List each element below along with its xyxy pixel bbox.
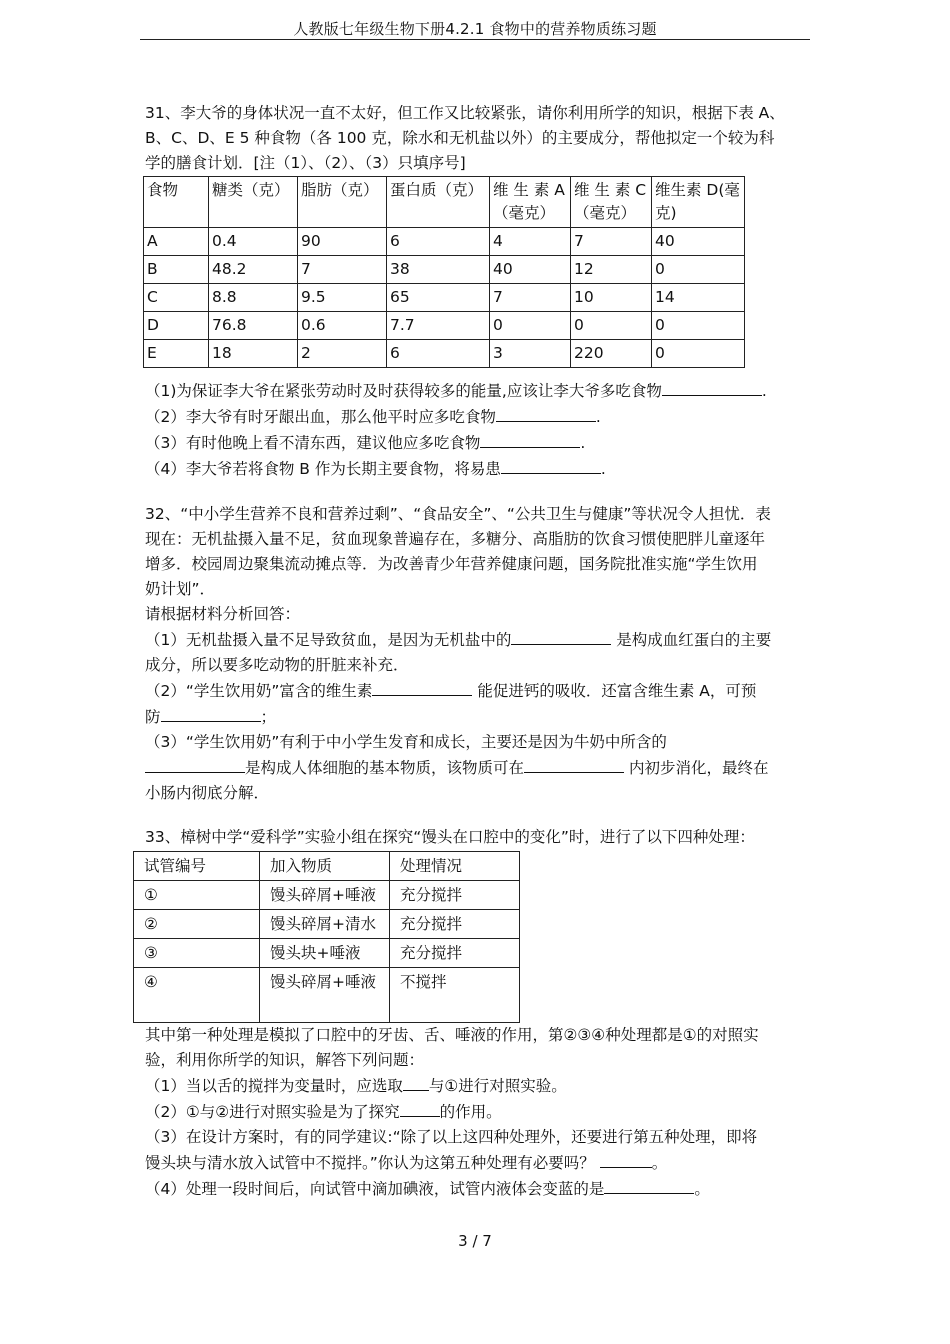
q31-sub3-end: .: [580, 434, 586, 452]
table-cell: 3: [490, 340, 571, 368]
table-header-cell: 处理情况: [390, 852, 520, 881]
table-header-cell: 试管编号: [134, 852, 260, 881]
table-row: [144, 228, 745, 256]
table-row: [144, 284, 745, 312]
q31-sub2-end: .: [595, 408, 601, 426]
q32-line5: 请根据材料分析回答：: [145, 605, 301, 623]
answer-blank[interactable]: [403, 1073, 429, 1091]
table-cell: 0.4: [209, 228, 298, 256]
q33-body: [145, 1023, 817, 1202]
table-cell: C: [144, 284, 209, 312]
table-cell: 48.2: [209, 256, 298, 284]
table-cell: 7: [571, 228, 652, 256]
q32-sub1-text: （1）无机盐摄入量不足导致贫血，是因为无机盐中的: [145, 631, 512, 649]
q31-line2: B、C、D、E 5 种食物（各 100 克，除水和无机盐以外）的主要成分，帮他拟定一个较为科: [145, 129, 775, 147]
q31-sub1: [145, 378, 817, 404]
table-cell: 6: [387, 340, 490, 368]
answer-blank[interactable]: [524, 755, 624, 773]
table-cell: ④: [134, 968, 260, 1023]
table-header-cell: 维生素 D(毫克): [652, 177, 745, 228]
test-tube-table: [133, 851, 520, 1023]
food-nutrient-table: [143, 176, 745, 368]
table-cell: 0: [652, 256, 745, 284]
q33-intro: 33、樟树中学“爱科学”实验小组在探究“馒头在口腔中的变化”时，进行了以下四种处理：: [145, 828, 755, 846]
q32-sub2-text3: 防: [145, 708, 161, 726]
q32-sub2: [145, 678, 817, 704]
answer-blank[interactable]: [480, 430, 580, 448]
answer-blank[interactable]: [511, 627, 611, 645]
table-row: [134, 968, 520, 1023]
q33-sub1-text: （1）当以舌的搅拌为变量时，应选取: [145, 1077, 403, 1095]
q31-sub4-text: （4）李大爷若将食物 B 作为长期主要食物，将易患: [145, 460, 501, 478]
q31-sub3: [145, 430, 817, 456]
table-header-cell: 蛋白质（克）: [387, 177, 490, 228]
q31-sub4-end: .: [600, 460, 606, 478]
table-cell: 不搅拌: [390, 968, 520, 1023]
table-cell: 8.8: [209, 284, 298, 312]
table-cell: A: [144, 228, 209, 256]
q33-para1: 其中第一种处理是模拟了口腔中的牙齿、舌、唾液的作用，第②③④种处理都是①的对照实: [145, 1026, 759, 1044]
table-cell: 0: [652, 312, 745, 340]
q32-sub1: [145, 627, 817, 653]
q32-sub2-text4: ；: [260, 708, 277, 726]
q33-sub4-text: （4）处理一段时间后，向试管中滴加碘液，试管内液体会变蓝的是: [145, 1180, 605, 1198]
q31-sub1-text: （1)为保证李大爷在紧张劳动时及时获得较多的能量,应该让李大爷多吃食物: [145, 382, 662, 400]
table-cell: 18: [209, 340, 298, 368]
q31-intro: [145, 101, 817, 176]
page-header: 人教版七年级生物下册4.2.1 食物中的营养物质练习题: [293, 20, 657, 38]
table-cell: 10: [571, 284, 652, 312]
q33-sub1: [145, 1073, 817, 1099]
q32-sub3-end: 小肠内彻底分解．: [145, 784, 270, 802]
table-cell: 7.7: [387, 312, 490, 340]
table-cell: D: [144, 312, 209, 340]
table-cell: 7: [490, 284, 571, 312]
table-cell: ①: [134, 881, 260, 910]
table-cell: 12: [571, 256, 652, 284]
answer-blank[interactable]: [161, 704, 261, 722]
table-cell: 馒头碎屑+唾液: [260, 881, 390, 910]
table-cell: 38: [387, 256, 490, 284]
table-cell: 9.5: [298, 284, 387, 312]
q33-sub1-text2: 与①进行对照实验。: [428, 1077, 567, 1095]
q32-line1: 32、“中小学生营养不良和营养过剩”、“食品安全”、“公共卫生与健康”等状况令人担忧．表: [145, 505, 771, 523]
table-cell: 充分搅拌: [390, 939, 520, 968]
answer-blank[interactable]: [145, 755, 245, 773]
q32-sub1-text2: 是构成血红蛋白的主要: [611, 631, 772, 649]
q32-line3: 增多．校园周边聚集流动摊点等．为改善青少年营养健康问题，国务院批准实施“学生饮用: [145, 555, 758, 573]
q32-sub2-text: （2）“学生饮用奶”富含的维生素: [145, 682, 373, 700]
table-cell: 2: [298, 340, 387, 368]
answer-blank[interactable]: [662, 378, 762, 396]
q32-line2: 现在：无机盐摄入量不足，贫血现象普遍存在，多糖分、高脂肪的饮食习惯使肥胖儿童逐年: [145, 530, 766, 548]
answer-blank[interactable]: [604, 1176, 694, 1194]
table-cell: ②: [134, 910, 260, 939]
table-header-row: [144, 177, 745, 228]
q31-line1: 31、李大爷的身体状况一直不太好，但工作又比较紧张，请你利用所学的知识，根据下表 A、: [145, 104, 785, 122]
q33-sub3-text3: 。: [651, 1154, 668, 1172]
q33-sub3-cont: [145, 1150, 817, 1176]
table-row: [134, 939, 520, 968]
page-number: 3 / 7: [458, 1232, 492, 1250]
table-row: [134, 910, 520, 939]
q32-sub3-cont: [145, 755, 817, 781]
table-cell: 6: [387, 228, 490, 256]
q33-sub2-text2: 的作用。: [439, 1103, 502, 1121]
table-cell: 充分搅拌: [390, 910, 520, 939]
q31-sub2-text: （2）李大爷有时牙龈出血，那么他平时应多吃食物: [145, 408, 496, 426]
table-header-cell: 食物: [144, 177, 209, 228]
table-cell: 4: [490, 228, 571, 256]
q31-sub4: [145, 456, 817, 482]
table-cell: 0: [652, 340, 745, 368]
answer-blank[interactable]: [400, 1099, 440, 1117]
q31-sub2: [145, 404, 817, 430]
answer-blank[interactable]: [496, 404, 596, 422]
table-cell: 充分搅拌: [390, 881, 520, 910]
table-cell: 220: [571, 340, 652, 368]
table-header-row: [134, 852, 520, 881]
q32-sub2-text2: 能促进钙的吸收．还富含维生素 A，可预: [472, 682, 757, 700]
table-row: [144, 312, 745, 340]
table-header-cell: 维 生 素 A（毫克）: [490, 177, 571, 228]
q31-subquestions: [145, 378, 817, 482]
table-row: [144, 340, 745, 368]
table-cell: B: [144, 256, 209, 284]
table-cell: ③: [134, 939, 260, 968]
q31-line3: 学的膳食计划．[注（1）、（2）、（3）只填序号]: [145, 154, 466, 172]
table-cell: 40: [652, 228, 745, 256]
table-cell: 0: [571, 312, 652, 340]
table-cell: 0: [490, 312, 571, 340]
answer-blank[interactable]: [600, 1150, 652, 1168]
table-cell: E: [144, 340, 209, 368]
q33-para2: 验，利用你所学的知识，解答下列问题：: [145, 1051, 425, 1069]
table-row: [144, 256, 745, 284]
q33-sub3: （3）在设计方案时，有的同学建议:“除了以上这四种处理外，还要进行第五种处理，即将: [145, 1128, 758, 1146]
q33-sub4-text2: 。: [694, 1180, 710, 1198]
table-cell: 40: [490, 256, 571, 284]
q32-sub1-cont: 成分，所以要多吃动物的肝脏来补充．: [145, 656, 409, 674]
table-cell: 7: [298, 256, 387, 284]
q33-sub2: [145, 1099, 817, 1125]
q31-sub3-text: （3）有时他晚上看不清东西，建议他应多吃食物: [145, 434, 481, 452]
table-header-cell: 脂肪（克）: [298, 177, 387, 228]
table-cell: 馒头碎屑+唾液: [260, 968, 390, 1023]
table-cell: 0.6: [298, 312, 387, 340]
answer-blank[interactable]: [501, 456, 601, 474]
table-header-cell: 加入物质: [260, 852, 390, 881]
answer-blank[interactable]: [372, 678, 472, 696]
table-header-cell: 维 生 素 C（毫克）: [571, 177, 652, 228]
q31-sub1-end: .: [761, 382, 767, 400]
table-cell: 馒头块+唾液: [260, 939, 390, 968]
q32: [145, 502, 817, 806]
table-cell: 76.8: [209, 312, 298, 340]
q32-sub3-text3: 内初步消化，最终在: [624, 759, 769, 777]
table-header-cell: 糖类（克）: [209, 177, 298, 228]
table-cell: 65: [387, 284, 490, 312]
q33-sub4: [145, 1176, 817, 1202]
q33-sub3-text2: 馒头块与清水放入试管中不搅拌。”你认为这第五种处理有必要吗？: [145, 1154, 600, 1172]
table-cell: 馒头碎屑+清水: [260, 910, 390, 939]
table-cell: 90: [298, 228, 387, 256]
header-rule: [140, 39, 810, 40]
table-cell: 14: [652, 284, 745, 312]
q32-sub3-text2: 是构成人体细胞的基本物质，该物质可在: [245, 759, 525, 777]
q32-sub3: （3）“学生饮用奶”有利于中小学生发育和成长，主要还是因为牛奶中所含的: [145, 733, 667, 751]
q33-sub2-text: （2）①与②进行对照实验是为了探究: [145, 1103, 400, 1121]
table-row: [134, 881, 520, 910]
q32-line4: 奶计划”．: [145, 580, 216, 598]
q32-sub2-cont: [145, 704, 817, 730]
